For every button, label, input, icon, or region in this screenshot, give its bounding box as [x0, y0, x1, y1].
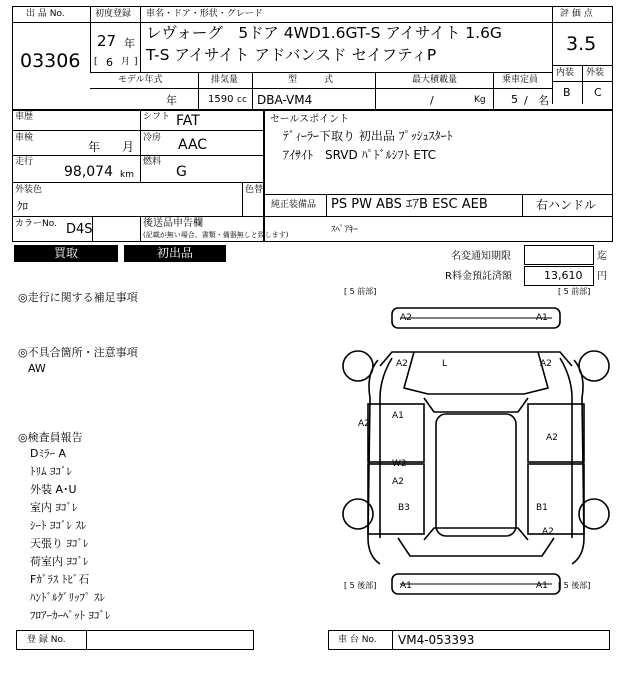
registration-month-bracket: [	[94, 57, 98, 67]
inspector-line: ﾌﾛｱｰｶｰﾍﾟｯﾄ ﾖｺﾞﾚ	[30, 609, 111, 622]
car-name-label: 車名・ドア・形状・グレード	[146, 9, 263, 19]
lot-no: 03306	[20, 50, 81, 72]
fuel-label: 燃料	[143, 157, 162, 167]
tag-purchase: 買取	[14, 245, 118, 262]
shift-label: シフト	[143, 112, 171, 122]
registration-year: 27	[97, 32, 117, 50]
inspection-month-unit: 月	[122, 140, 135, 154]
car-outline	[340, 288, 612, 600]
model-type: DBA-VM4	[257, 93, 313, 107]
mileage-unit: km	[120, 170, 134, 180]
damage-mark: B3	[398, 503, 410, 513]
damage-mark: W2	[392, 459, 407, 469]
interior-grade: B	[563, 86, 571, 99]
sales-point-line1: ﾃﾞｨｰﾗｰ下取り 初出品 ﾌﾟｯｼｭｽﾀｰﾄ	[283, 129, 453, 143]
transfer-deadline-unit: 迄	[597, 251, 607, 262]
damage-mark: A2	[542, 527, 554, 537]
shift-value: FAT	[176, 113, 200, 129]
inspector-line: 天張り ﾖｺﾞﾚ	[30, 537, 89, 550]
inspector-line: ﾄﾘﾑ ﾖｺﾞﾚ	[30, 465, 72, 478]
damage-mark: A2	[396, 359, 408, 369]
inspection-label: 車検	[15, 133, 34, 143]
sales-point-line2: ｱｲｻｲﾄ SRVD ﾊﾟﾄﾞﾙｼﾌﾄ ETC	[283, 148, 436, 162]
exterior-grade: C	[594, 86, 602, 99]
car-name-line2: T-S アイサイト アドバンスド セイフティP	[146, 46, 437, 64]
damage-mark: A2	[540, 359, 552, 369]
damage-mark: A1	[536, 313, 548, 323]
damage-mark: A2	[358, 419, 370, 429]
exterior-label: 外装	[586, 68, 605, 78]
steering-value: 右ハンドル	[536, 198, 597, 212]
inspector-line: 室内 ﾖｺﾞﾚ	[30, 501, 78, 514]
exterior-color-label: 外装色	[15, 185, 43, 195]
displacement-value: 1590	[208, 94, 234, 105]
front-bracket-left: [ 5 前部]	[344, 287, 377, 296]
transfer-deadline-label: 名変通知期限	[451, 251, 511, 262]
damage-mark: A2	[546, 433, 558, 443]
displacement-unit: cc	[237, 95, 247, 105]
damage-diagram	[340, 288, 612, 600]
rear-bracket-left: [ 5 後部]	[344, 581, 377, 590]
car-name-line1: レヴォーグ 5ドア 4WD1.6GT-S アイサイト 1.6G	[146, 24, 502, 42]
docs-label: 後送品申告欄	[143, 218, 203, 229]
color-no-label: カラーNo.	[15, 219, 57, 229]
damage-mark: A1	[536, 581, 548, 591]
displacement-label: 排気量	[211, 75, 239, 85]
evaluation-score: 3.5	[566, 33, 597, 55]
damage-mark: A1	[400, 581, 412, 591]
transfer-deadline-box	[524, 245, 594, 265]
registration-month-bracket-close: ]	[134, 57, 138, 67]
equipment-label: 純正装備品	[271, 200, 317, 210]
capacity-value: 5	[511, 93, 518, 106]
grade-label: 評 価 点	[560, 9, 593, 19]
inspection-year-unit: 年	[88, 140, 101, 154]
inspector-line: ﾊﾝﾄﾞﾙｸﾞﾘｯﾌﾟ ｽﾚ	[30, 591, 105, 604]
tag-first-listing: 初出品	[124, 245, 226, 262]
inspector-line: Fｶﾞﾗｽ ﾄﾋﾞ石	[30, 573, 90, 586]
damage-mark: A2	[392, 477, 404, 487]
sales-point-label: セールスポイント	[270, 114, 350, 125]
recycle-fee-label: R料金預託済額	[445, 271, 512, 282]
ac-value: AAC	[178, 137, 208, 153]
mileage-label: 走行	[15, 157, 34, 167]
registration-year-unit: 年	[124, 37, 135, 50]
recycle-fee-amount: 13,610	[544, 269, 583, 282]
color-no-value: D4S	[66, 222, 93, 237]
defect-notes-label: ◎不具合箇所・注意事項	[18, 346, 138, 359]
ac-label: 冷房	[143, 133, 162, 143]
model-type-label: 型 式	[288, 75, 334, 85]
damage-mark: A2	[400, 313, 412, 323]
front-bracket-right: [ 5 前部]	[558, 287, 591, 296]
registration-month-unit: 月	[121, 57, 131, 67]
inspector-line: ｼｰﾄ ﾖｺﾞﾚ ｽﾚ	[30, 519, 87, 532]
interior-label: 内装	[556, 68, 575, 78]
capacity-separator: /	[524, 94, 528, 107]
rear-bracket-right: [ 5 後部]	[558, 581, 591, 590]
docs-value: ｽﾍﾟｱｷｰ	[331, 225, 359, 235]
mileage-value: 98,074	[64, 164, 113, 180]
registration-month: 6	[106, 56, 113, 69]
max-load-unit: Kg	[474, 95, 486, 105]
color-change-label: 色替	[245, 185, 264, 195]
chassis-no-value: VM4-053393	[398, 633, 475, 647]
max-load-label: 最大積載量	[412, 75, 458, 85]
exterior-color-value: ｸﾛ	[17, 200, 28, 213]
inspector-report-label: ◎検査員報告	[18, 431, 83, 444]
defect-notes-value: AW	[28, 362, 46, 375]
damage-mark: A1	[392, 411, 404, 421]
inspector-line: 外装 A･U	[30, 483, 77, 496]
equipment-value: PS PW ABS ｴｱB ESC AEB	[331, 197, 488, 212]
damage-mark: B1	[536, 503, 548, 513]
fuel-value: G	[176, 164, 187, 180]
recycle-fee-unit: 円	[597, 271, 607, 282]
capacity-unit: 名	[538, 94, 549, 107]
history-label: 車歴	[15, 112, 34, 122]
docs-note: (記載が無い場合、書類・備器無しと致します)	[143, 231, 289, 239]
inspector-line: Dﾐﾗｰ A	[30, 447, 66, 460]
damage-mark: L	[442, 359, 448, 369]
capacity-label: 乗車定員	[502, 75, 539, 85]
inspector-line: 荷室内 ﾖｺﾞﾚ	[30, 555, 89, 568]
model-year-unit: 年	[166, 94, 177, 107]
model-year-label: モデル年式	[118, 75, 163, 85]
driving-notes-label: ◎走行に関する補足事項	[18, 291, 138, 304]
first-registration-label: 初度登録	[95, 9, 132, 19]
max-load-separator: /	[430, 94, 434, 107]
registration-no-label: 登 録 No.	[27, 635, 66, 645]
chassis-no-label: 車 台 No.	[338, 635, 377, 645]
lot-no-label: 出 品 No.	[26, 9, 65, 19]
